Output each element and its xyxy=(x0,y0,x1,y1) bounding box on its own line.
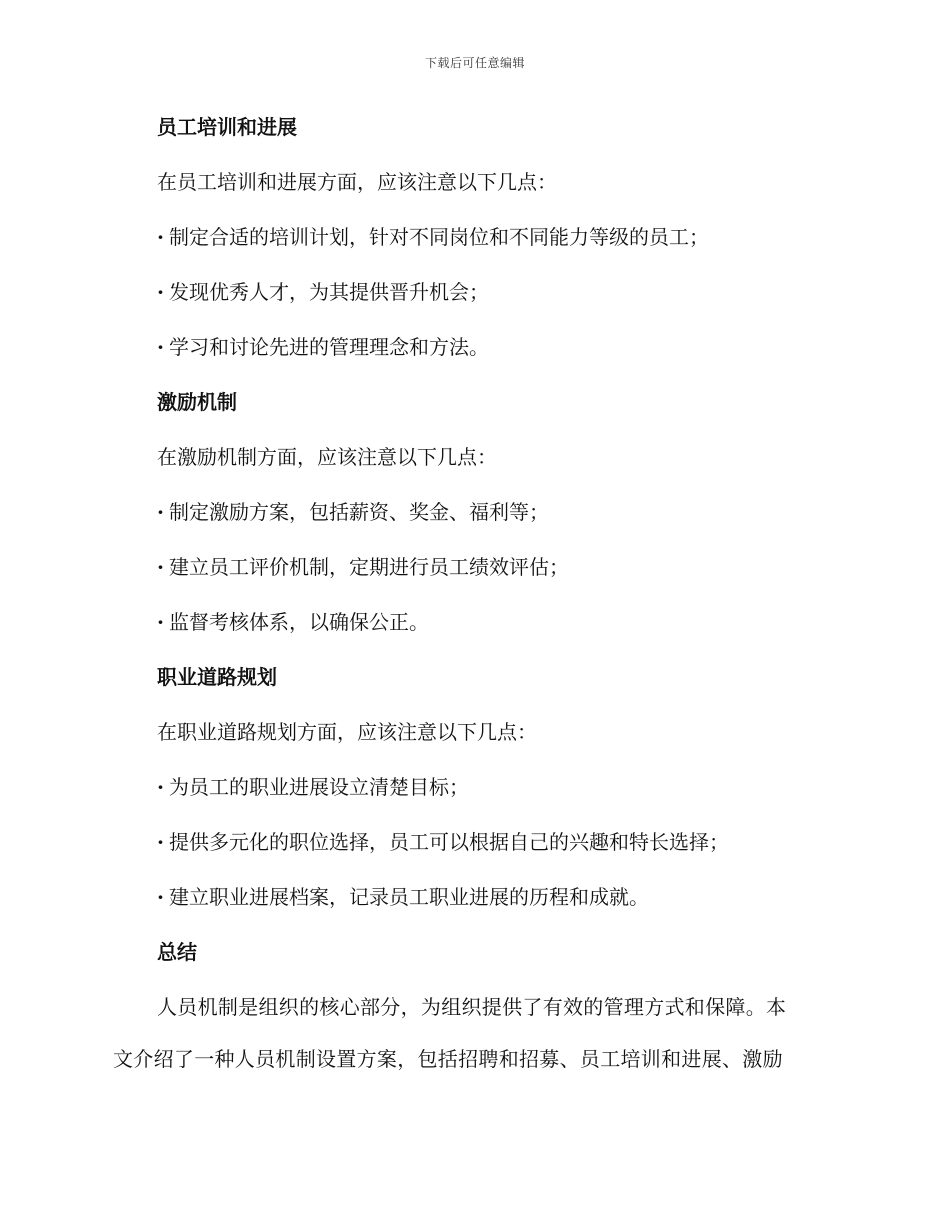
section-intro-training: 在员工培训和进展方面，应该注意以下几点： xyxy=(157,170,557,194)
bullet-item xyxy=(113,495,833,529)
bullet-item xyxy=(113,825,833,859)
bullet-text: 制定合适的培训计划，针对不同岗位和不同能力等级的员工； xyxy=(169,225,709,249)
bullet-item xyxy=(113,605,833,639)
section-heading-training: 员工培训和进展 xyxy=(157,115,297,139)
section-heading-incentive: 激励机制 xyxy=(157,390,237,414)
bullet-text: 发现优秀人才，为其提供晋升机会； xyxy=(169,280,489,304)
bullet-text: 监督考核体系，以确保公正。 xyxy=(169,610,429,634)
bullet-dot: · xyxy=(157,830,164,854)
bullet-dot: · xyxy=(157,610,164,634)
bullet-item xyxy=(113,330,833,364)
bullet-item xyxy=(113,550,833,584)
bullet-dot: · xyxy=(157,500,164,524)
bullet-item xyxy=(113,275,833,309)
summary-paragraph xyxy=(113,990,833,1076)
bullet-dot: · xyxy=(157,225,164,249)
bullet-text: 为员工的职业进展设立清楚目标； xyxy=(169,775,469,799)
section-heading-summary: 总结 xyxy=(157,940,197,964)
bullet-text: 建立职业进展档案，记录员工职业进展的历程和成就。 xyxy=(169,885,649,909)
section-intro-incentive: 在激励机制方面，应该注意以下几点： xyxy=(157,445,497,469)
document-body xyxy=(113,110,833,1094)
bullet-text: 建立员工评价机制，定期进行员工绩效评估； xyxy=(169,555,569,579)
bullet-text: 学习和讨论先进的管理理念和方法。 xyxy=(169,335,489,359)
bullet-dot: · xyxy=(157,280,164,304)
summary-line: 人员机制是组织的核心部分，为组织提供了有效的管理方式和保障。本 xyxy=(157,995,787,1019)
section-heading-career: 职业道路规划 xyxy=(157,665,277,689)
bullet-text: 制定激励方案，包括薪资、奖金、福利等； xyxy=(169,500,549,524)
bullet-text: 提供多元化的职位选择，员工可以根据自己的兴趣和特长选择； xyxy=(169,830,729,854)
bullet-dot: · xyxy=(157,555,164,579)
summary-line: 文介绍了一种人员机制设置方案，包括招聘和招募、员工培训和进展、激励 xyxy=(113,1047,783,1071)
bullet-item xyxy=(113,770,833,804)
bullet-dot: · xyxy=(157,885,164,909)
bullet-dot: · xyxy=(157,335,164,359)
bullet-item xyxy=(113,220,833,254)
bullet-dot: · xyxy=(157,775,164,799)
bullet-item xyxy=(113,880,833,914)
section-intro-career: 在职业道路规划方面，应该注意以下几点： xyxy=(157,720,537,744)
header-note: 下载后可任意编辑 xyxy=(424,56,525,70)
